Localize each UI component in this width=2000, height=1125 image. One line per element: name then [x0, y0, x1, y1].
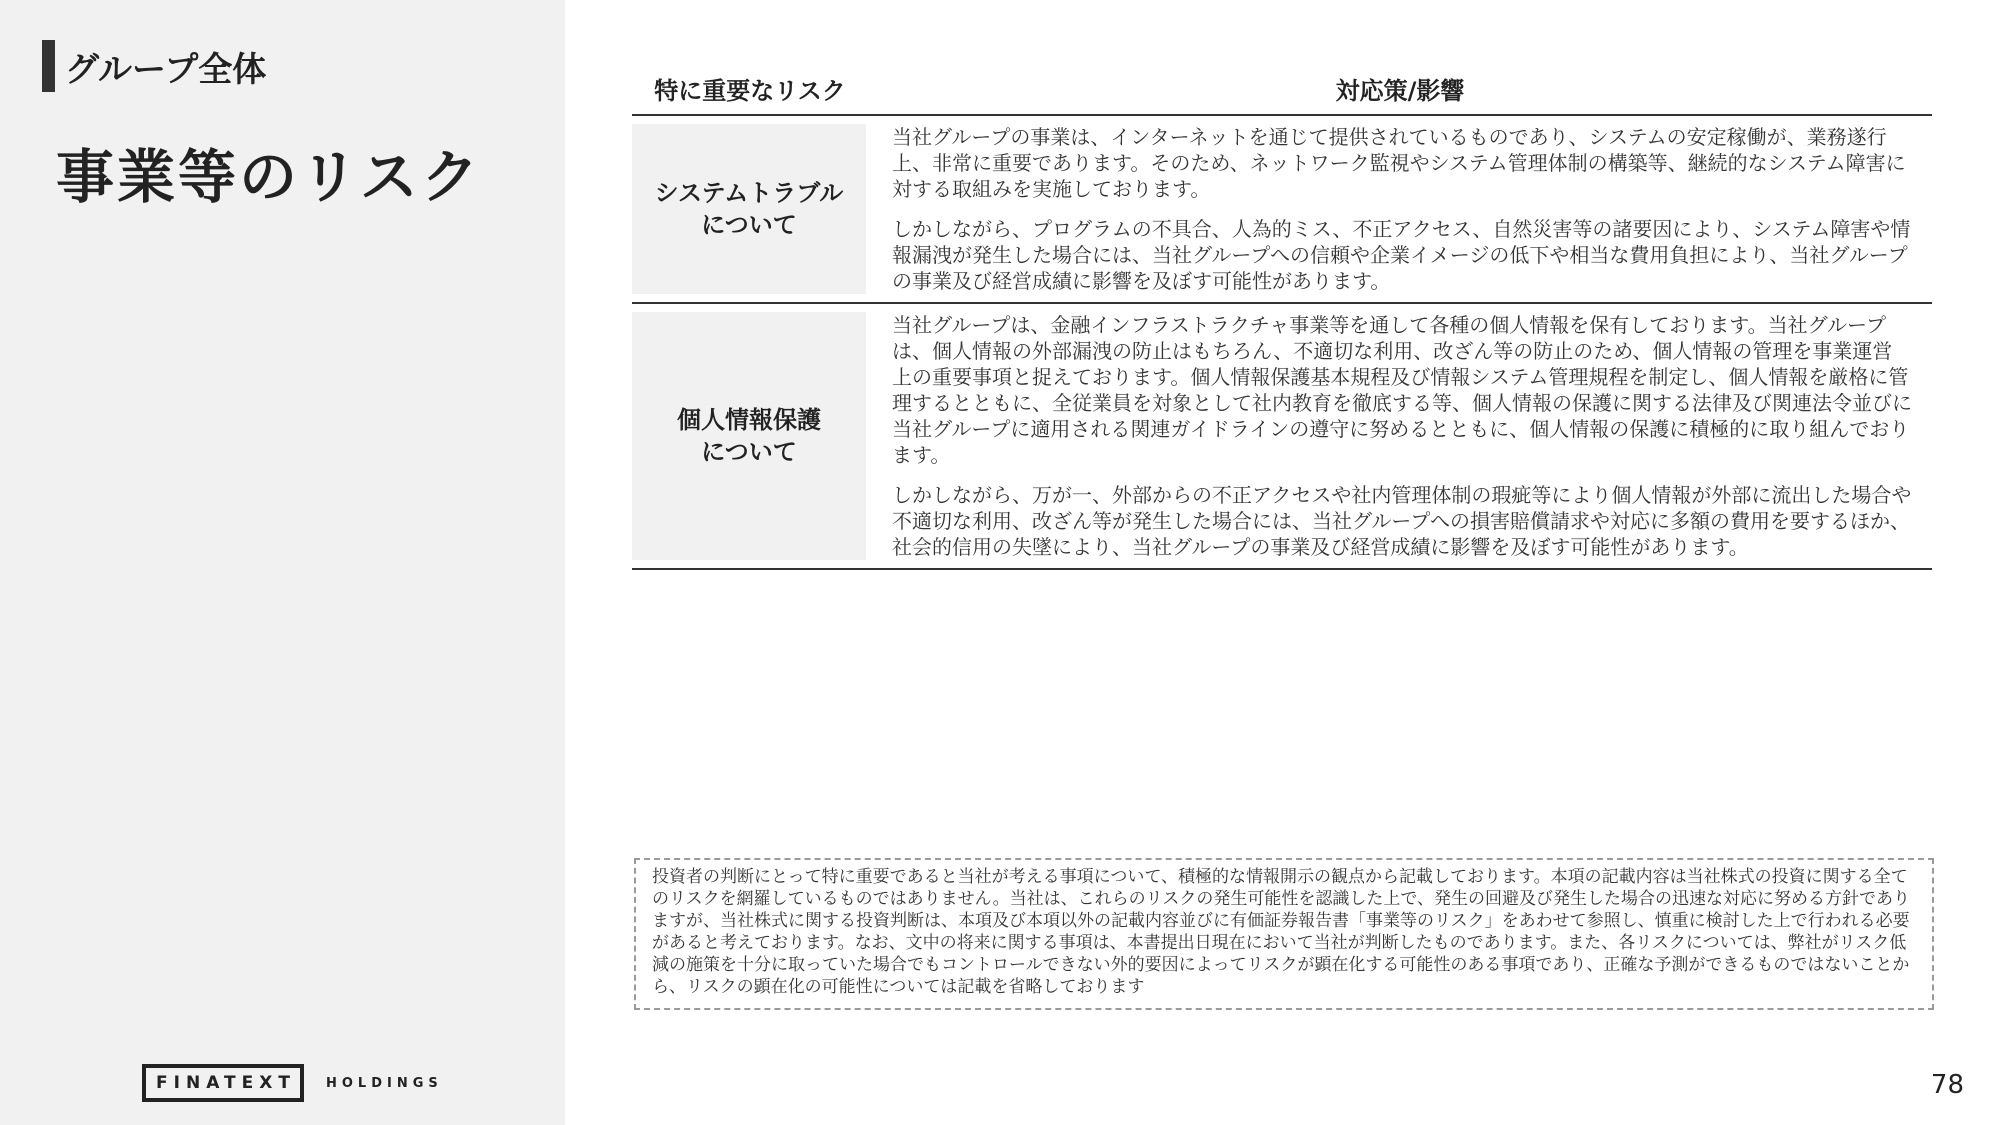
page-title: 事業等のリスク [56, 143, 482, 211]
impact-paragraph: しかしながら、プログラムの不具合、人為的ミス、不正アクセス、自然災害等の諸要因により、システム障害や情報漏洩が発生した場合には、当社グループへの信頼や企業イメージの低下や相当な費用負担により、当社グループの事業及び経営成績に影響を及ぼす可能性があります。 [892, 217, 1911, 293]
company-logo [142, 1064, 443, 1102]
table-header [632, 62, 1932, 116]
page-number: 78 [1930, 1070, 1964, 1100]
table-row-system-trouble [632, 116, 1932, 304]
impact-paragraph: しかしながら、万が一、外部からの不正アクセスや社内管理体制の瑕疵等により個人情報が外部に流出した場合や不適切な利用、改ざん等が発生した場合には、当社グループへの損害賠償請求や対応に多額の費用を要するほか、社会的信用の失墜により、当社グループの事業及び経営成績に影響を及ぼす可能性があります。 [892, 483, 1912, 559]
section-label-text: グループ全体 [65, 49, 267, 90]
impact-paragraph: 当社グループは、金融インフラストラクチャ事業等を通して各種の個人情報を保有しております。当社グループは、個人情報の外部漏洩の防止はもちろん、不適切な利用、改ざん等の防止のため、個人情報の管理を事業運営上の重要事項と捉えております。個人情報保護基本規程及び情報システム管理規程を制定し、個人情報を厳格に管理するとともに、全従業員を対象として社内教育を徹底する等、個人情報の保護に関する法律及び関連法令並びに当社グループに適用される関連ガイドラインの遵守に努めるとともに、個人情報の保護に積極的に取り組んでおります。 [892, 313, 1912, 467]
sidebar-panel [0, 0, 565, 1125]
risk-name: 個人情報保護 について [632, 312, 866, 560]
impact-text [866, 124, 1932, 294]
impact-paragraph: 当社グループの事業は、インターネットを通じて提供されているものであり、システムの安定稼働が、業務遂行上、非常に重要であります。そのため、ネットワーク監視やシステム管理体制の構築等、継続的なシステム障害に対する取組みを実施しております。 [892, 125, 1906, 201]
impact-text [866, 312, 1932, 560]
table-row-privacy [632, 304, 1932, 570]
section-marker-bar [42, 40, 55, 92]
risk-name: システムトラブル について [632, 124, 866, 294]
risk-table [632, 62, 1932, 570]
header-impact: 対応策/影響 [1335, 76, 1465, 105]
logo-wordmark: FINATEXT [142, 1064, 304, 1102]
header-risk: 特に重要なリスク [654, 76, 846, 105]
disclaimer-box: 投資者の判断にとって特に重要であると当社が考える事項について、積極的な情報開示の観点から記載しております。本項の記載内容は当社株式の投資に関する全てのリスクを網羅しているものではありません。当社は、これらのリスクの発生可能性を認識した上で、発生の回避及び発生した場合の迅速な対応に努める方針でありますが、当社株式に関する投資判断は、本項及び本項以外の記載内容並びに有価証券報告書「事業等のリスク」をあわせて参照し、慎重に検討した上で行われる必要があると考えております。なお、文中の将来に関する事項は、本書提出日現在において当社が判断したものであります。また、各リスクについては、弊社がリスク低減の施策を十分に取っていた場合でもコントロールできない外的要因によってリスクが顕在化する可能性のある事項であり、正確な予測ができるものではないことから、リスクの顕在化の可能性については記載を省略しております [634, 858, 1934, 1010]
section-label [42, 40, 266, 92]
logo-subtext: HOLDINGS [326, 1075, 443, 1091]
